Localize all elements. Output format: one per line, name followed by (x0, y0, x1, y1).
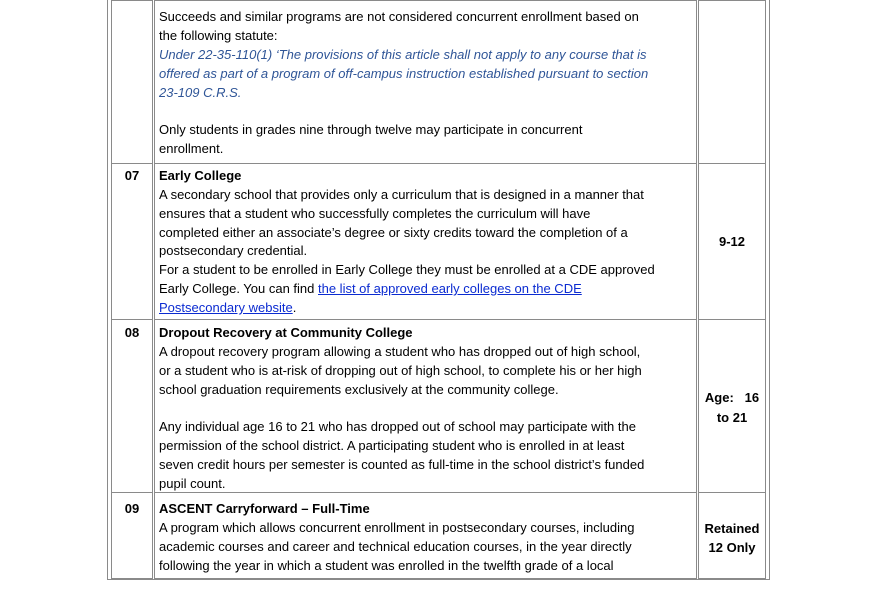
table-row (108, 0, 769, 164)
code-cell (111, 492, 153, 579)
description-line: A secondary school that provides only a curriculum that is designed in a manner that (159, 187, 644, 202)
program-title: Early College (159, 168, 242, 183)
age-range-value: to 21 (716, 410, 748, 425)
code-cell (111, 163, 153, 320)
description-cell (154, 163, 697, 320)
description-line: seven credit hours per semester is counted as full-time in the school district’s funded (159, 457, 645, 472)
grade-cell (698, 319, 766, 493)
age-range-label: Age: 16 (704, 390, 760, 405)
description-line: completed either an associate’s degree or sixty credits toward the completion of a (159, 225, 628, 240)
description-line: or a student who is at-risk of dropping out of high school, to complete his or her high (159, 363, 642, 378)
description-text: Early College. You can find (159, 281, 318, 296)
description-line: enrollment. (159, 141, 224, 156)
description-line: A program which allows concurrent enrollment in postsecondary courses, including (159, 520, 635, 535)
program-table (107, 0, 770, 580)
program-code: 09 (124, 501, 140, 516)
description-text: . (292, 300, 297, 315)
grade-cell (698, 492, 766, 579)
description-line: Any individual age 16 to 21 who has dropped out of school may participate with the (159, 419, 636, 434)
statute-quote-line: 23-109 C.R.S. (159, 85, 242, 100)
description-cell (154, 0, 697, 164)
table-row (108, 492, 769, 579)
grade-value: 12 Only (708, 540, 756, 555)
description-line: ensures that a student who successfully completes the curriculum will have (159, 206, 591, 221)
postsecondary-website-link[interactable]: Postsecondary website (159, 300, 293, 315)
description-line: school graduation requirements exclusively at the community college. (159, 382, 559, 397)
description-line: permission of the school district. A participating student who is enrolled in at least (159, 438, 625, 453)
description-line: Succeeds and similar programs are not considered concurrent enrollment based on (159, 9, 639, 24)
description-line: postsecondary credential. (159, 243, 308, 258)
statute-quote-line: offered as part of a program of off-campus instruction established pursuant to section (159, 66, 649, 81)
approved-colleges-link[interactable]: the list of approved early colleges on the CDE (318, 281, 582, 296)
program-title: ASCENT Carryforward – Full-Time (159, 501, 370, 516)
description-line: pupil count. (159, 476, 226, 491)
program-code: 08 (124, 325, 140, 340)
description-line (159, 299, 296, 317)
grade-range: 9-12 (718, 234, 746, 249)
description-line: academic courses and career and technical education courses, in the year directly (159, 539, 632, 554)
description-line: Only students in grades nine through twelve may participate in concurrent (159, 122, 583, 137)
description-line: the following statute: (159, 28, 278, 43)
grade-cell (698, 163, 766, 320)
grade-label: Retained (704, 521, 760, 536)
description-line: following the year in which a student was enrolled in the twelfth grade of a local (159, 558, 614, 573)
program-code: 07 (124, 168, 140, 183)
code-cell (111, 0, 153, 164)
grade-cell (698, 0, 766, 164)
table-row (108, 163, 769, 320)
program-title: Dropout Recovery at Community College (159, 325, 413, 340)
description-line: For a student to be enrolled in Early College they must be enrolled at a CDE approved (159, 262, 655, 277)
statute-quote-line: Under 22-35-110(1) ‘The provisions of this article shall not apply to any course that is (159, 47, 647, 62)
description-cell (154, 319, 697, 493)
description-cell (154, 492, 697, 579)
description-line (159, 280, 582, 298)
code-cell (111, 319, 153, 493)
table-row (108, 319, 769, 493)
description-line: A dropout recovery program allowing a student who has dropped out of high school, (159, 344, 641, 359)
